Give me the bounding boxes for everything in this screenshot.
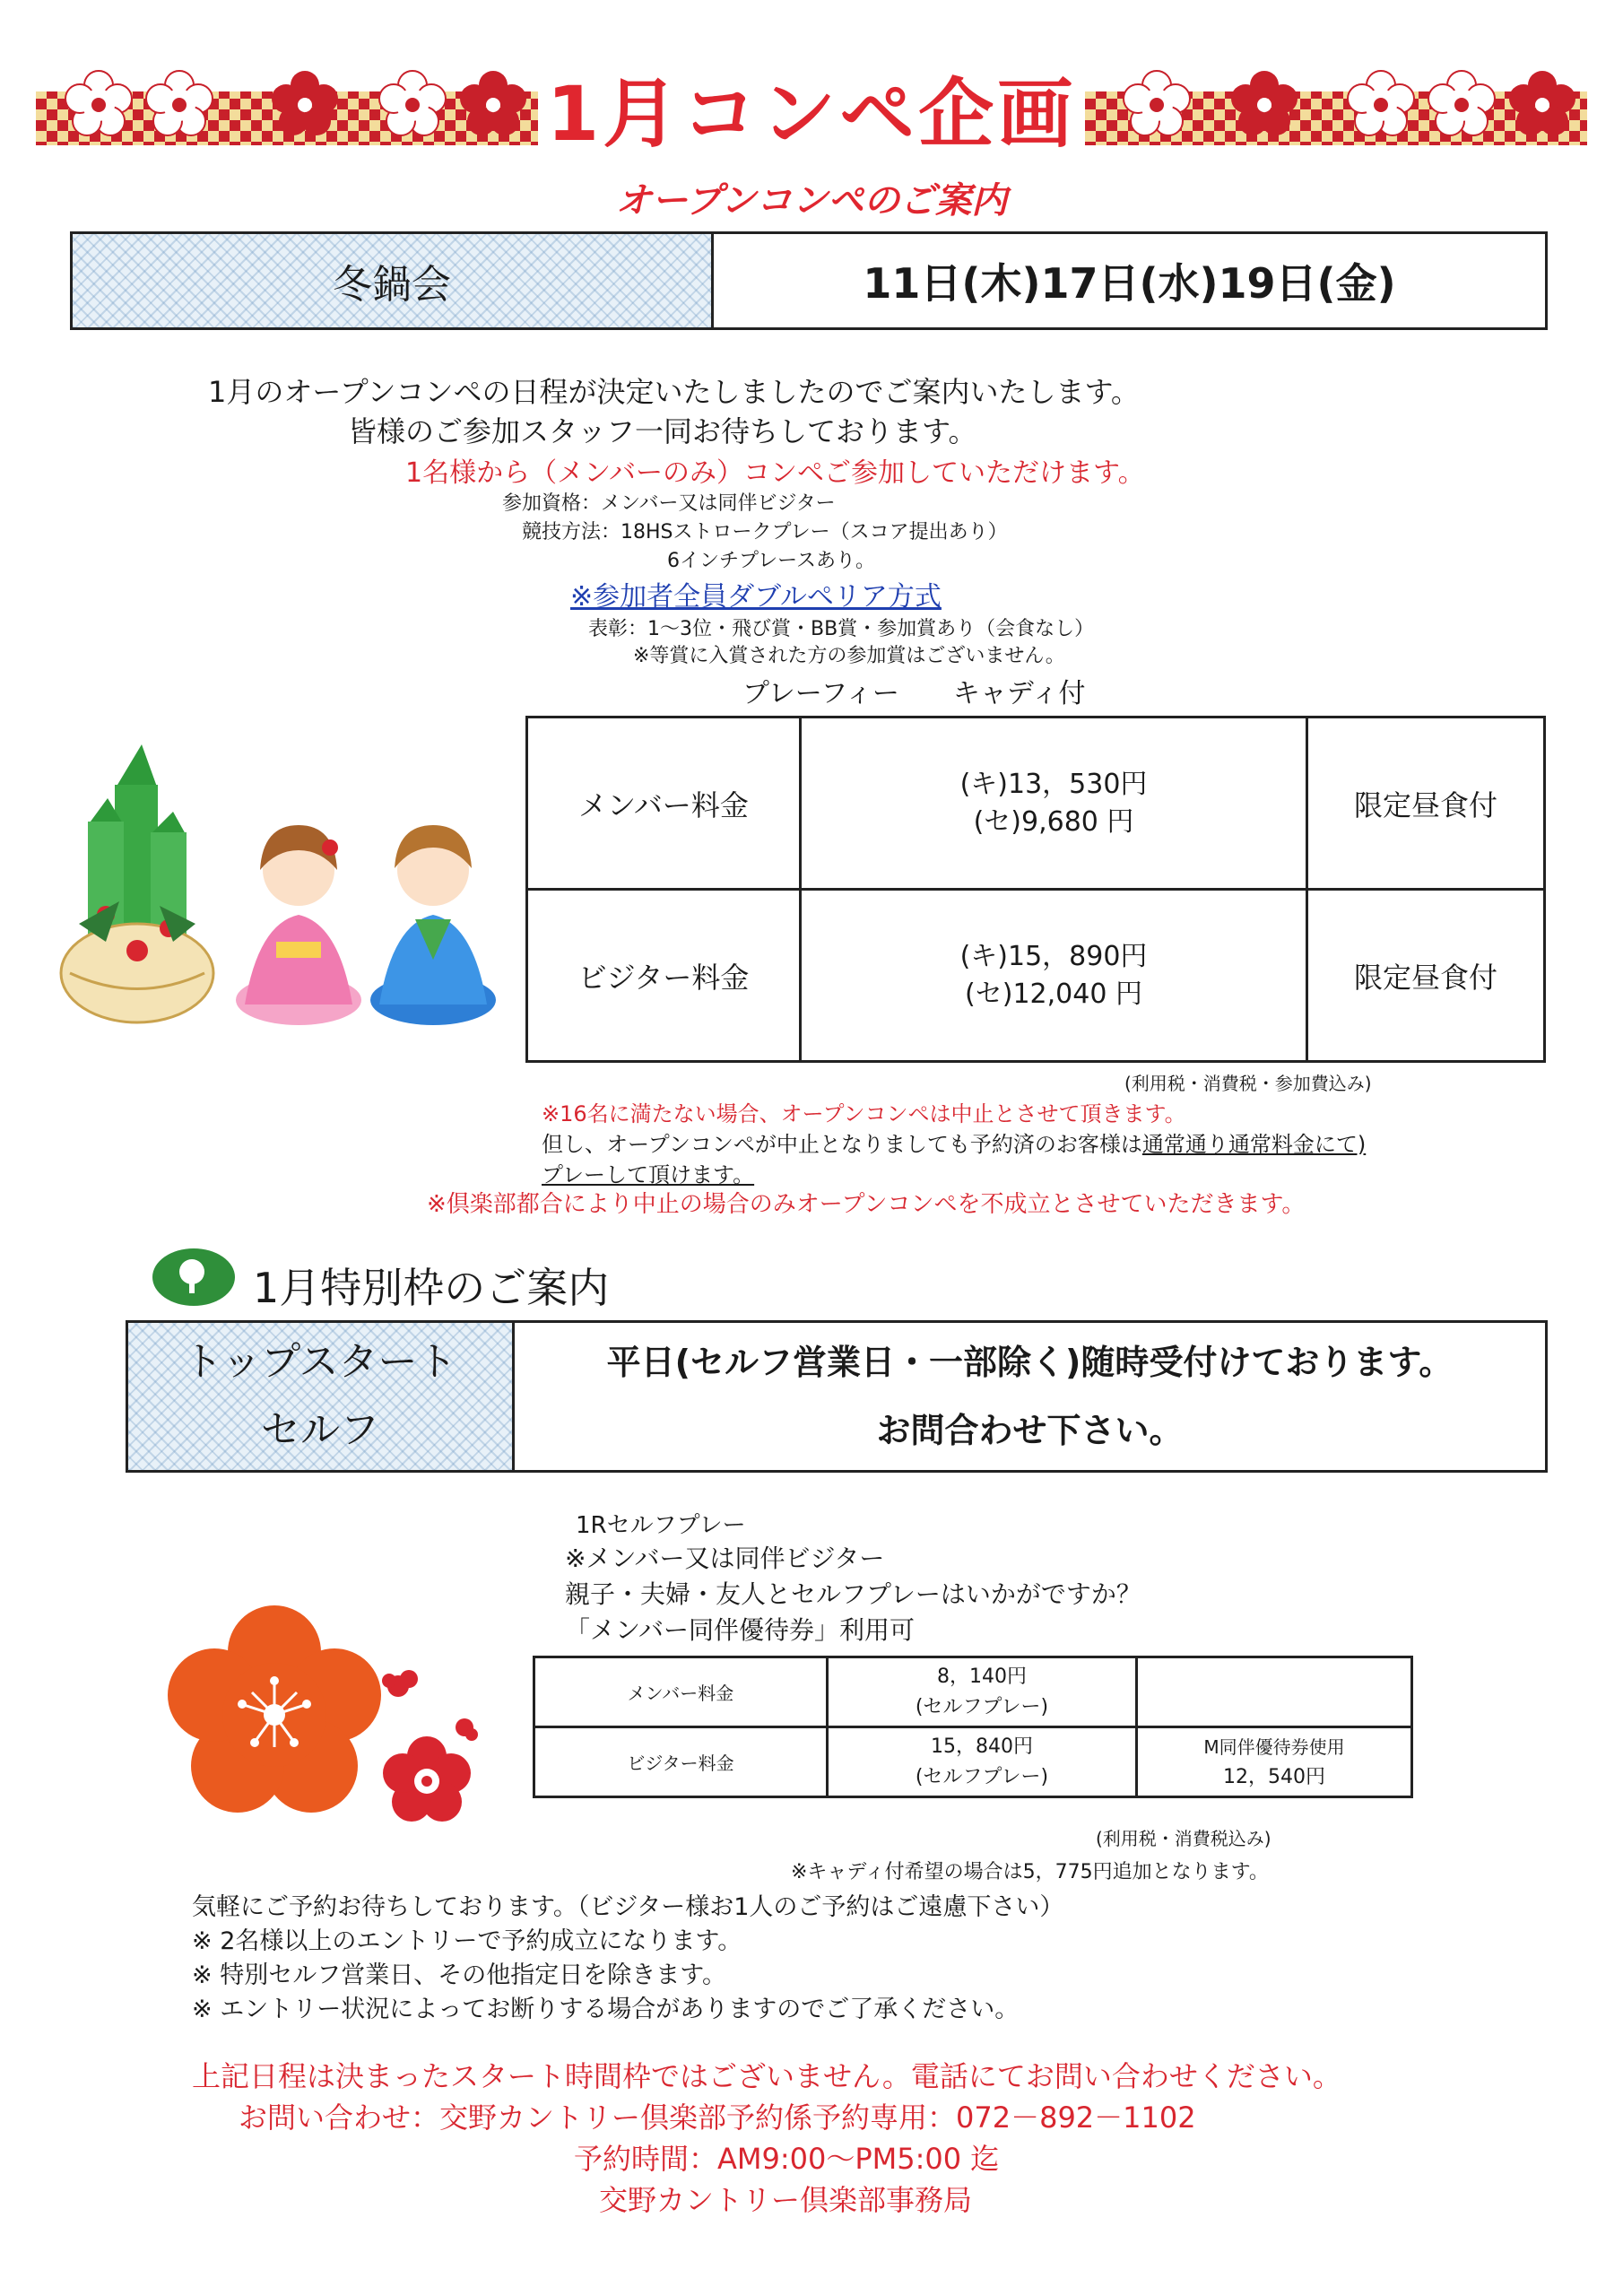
special-label-self: セルフ <box>261 1407 379 1453</box>
special-message <box>515 1323 1545 1470</box>
award-note: ※等賞に入賞された方の参加賞はございません。 <box>633 645 1065 667</box>
boy-illustration <box>370 825 496 1025</box>
method: 競技方法：18HSストロークプレー（スコア提出あり） <box>522 521 1008 544</box>
note-club: ※倶楽部都合により中止の場合のみオープンコンペを不成立とさせていただきます。 <box>427 1191 1306 1218</box>
page-title: 1月コンペ企画 <box>546 70 1077 158</box>
fee-row-price <box>801 718 1307 890</box>
note-cancel-text: 但し、オープンコンペが中止となりましても予約済のお客様は <box>542 1132 1142 1157</box>
special-box <box>126 1320 1548 1473</box>
note-cancel-underline: 通常通り通常料金にて) <box>1141 1132 1367 1157</box>
self-price: 8，140円 <box>937 1665 1027 1688</box>
kadomatsu-icon <box>61 744 213 1022</box>
footer-line1: 気軽にご予約お待ちしております。（ビジター様お1人のご予約はご遠慮下さい） <box>192 1893 1064 1921</box>
self-row-price <box>828 1657 1137 1727</box>
self-row-price <box>828 1727 1137 1797</box>
footer-notice: 上記日程は決まったスタート時間枠ではございません。電話にてお問い合わせください。 <box>192 2059 1341 2093</box>
fee-row-note: 限定昼食付 <box>1307 890 1545 1062</box>
footer-line3: ※ 特別セルフ営業日、その他指定日を除きます。 <box>192 1961 727 1989</box>
self-extra-label: M同伴優待券使用 <box>1203 1735 1345 1758</box>
self-row-extra <box>1137 1727 1412 1797</box>
fee-row-label: ビジター料金 <box>527 890 801 1062</box>
special-heading: 1月特別枠のご案内 <box>253 1264 610 1312</box>
table-row <box>527 718 1545 890</box>
fee-tax-note: (利用税・消費税・参加費込み) <box>1124 1073 1372 1094</box>
intro-line2: 皆様のご参加スタッフ一同お待ちしております。 <box>348 414 977 448</box>
fee-price-caddie: (キ)15，890円 <box>959 940 1148 972</box>
self-price: 15，840円 <box>931 1735 1033 1758</box>
self-row-label: メンバー料金 <box>534 1657 828 1727</box>
special-label <box>128 1323 515 1470</box>
fee-price-caddie: (キ)13，530円 <box>959 768 1148 800</box>
self-price-sub: (セルフプレー) <box>915 1765 1049 1788</box>
place-rule: 6インチプレースあり。 <box>667 550 876 572</box>
special-message-line2: お問合わせ下さい。 <box>876 1411 1184 1450</box>
table-row <box>534 1657 1412 1727</box>
footer-line4: ※ エントリー状況によってお断りする場合がありますのでご了承ください。 <box>192 1996 1020 2023</box>
event-name: 冬鍋会 <box>73 234 714 327</box>
table-row <box>527 890 1545 1062</box>
fee-row-note: 限定昼食付 <box>1307 718 1545 890</box>
self-extra-price: 12，540円 <box>1223 1765 1325 1788</box>
note-cancel <box>542 1126 1366 1158</box>
footer-hours: 予約時間：AM9:00～PM5:00 迄 <box>574 2142 1000 2176</box>
fee-row-price <box>801 890 1307 1062</box>
fee-row-label: メンバー料金 <box>527 718 801 890</box>
self-fee-table <box>533 1656 1413 1798</box>
footer-office: 交野カントリー倶楽部事務局 <box>599 2183 973 2217</box>
self-tax-note: (利用税・消費税込み) <box>1096 1828 1271 1849</box>
self-member-or: ※メンバー又は同伴ビジター <box>565 1544 885 1573</box>
awards: 表彰：1～3位・飛び賞・BB賞・参加賞あり（会食なし） <box>588 618 1095 640</box>
intro-line1: 1月のオープンコンペの日程が決定いたしましたのでご案内いたします。 <box>208 375 1140 409</box>
note-play: プレーして頂けます。 <box>542 1162 755 1187</box>
table-row <box>534 1727 1412 1797</box>
fee-price-self: (セ)12,040 円 <box>965 978 1142 1010</box>
special-message-line1: 平日(セルフ営業日・一部除く)随時受付けております。 <box>606 1343 1454 1382</box>
self-row-extra <box>1137 1657 1412 1727</box>
self-row-label: ビジター料金 <box>534 1727 828 1797</box>
qualification: 参加資格：メンバー又は同伴ビジター <box>502 492 836 515</box>
footer-contact: お問い合わせ：交野カントリー倶楽部予約係予約専用：072－892－1102 <box>239 2100 1196 2135</box>
fee-table <box>525 716 1546 1063</box>
peoria-rule: ※参加者全員ダブルペリア方式 <box>570 581 942 613</box>
self-price-sub: (セルフプレー) <box>915 1695 1049 1718</box>
event-box <box>70 231 1548 330</box>
self-coupon: 「メンバー同伴優待券」利用可 <box>565 1615 916 1645</box>
plum-blossom-icon <box>167 1602 508 1853</box>
event-dates: 11日(木)17日(水)19日(金) <box>863 259 1396 308</box>
self-family: 親子・夫婦・友人とセルフプレーはいかがですか？ <box>565 1579 1141 1609</box>
girl-illustration <box>236 825 361 1025</box>
fee-price-self: (セ)9,680 円 <box>973 805 1134 838</box>
footer-line2: ※ 2名様以上のエントリーで予約成立になります。 <box>192 1927 742 1955</box>
self-play: 1Rセルフプレー <box>576 1512 746 1539</box>
caddie-note: ※キャディ付希望の場合は5，775円追加となります。 <box>791 1861 1269 1883</box>
note-minimum: ※16名に満たない場合、オープンコンペは中止とさせて頂きます。 <box>542 1101 1186 1126</box>
golf-ball-icon <box>151 1247 237 1308</box>
intro-line3: 1名様から（メンバーのみ）コンペご参加していただけます。 <box>405 457 1145 489</box>
fee-header: プレーフィー キャディ付 <box>742 678 1086 709</box>
special-label-top: トップスタート <box>183 1339 457 1385</box>
new-year-illustration <box>52 735 527 1031</box>
page-subtitle: オープンコンペのご案内 <box>615 180 1008 222</box>
